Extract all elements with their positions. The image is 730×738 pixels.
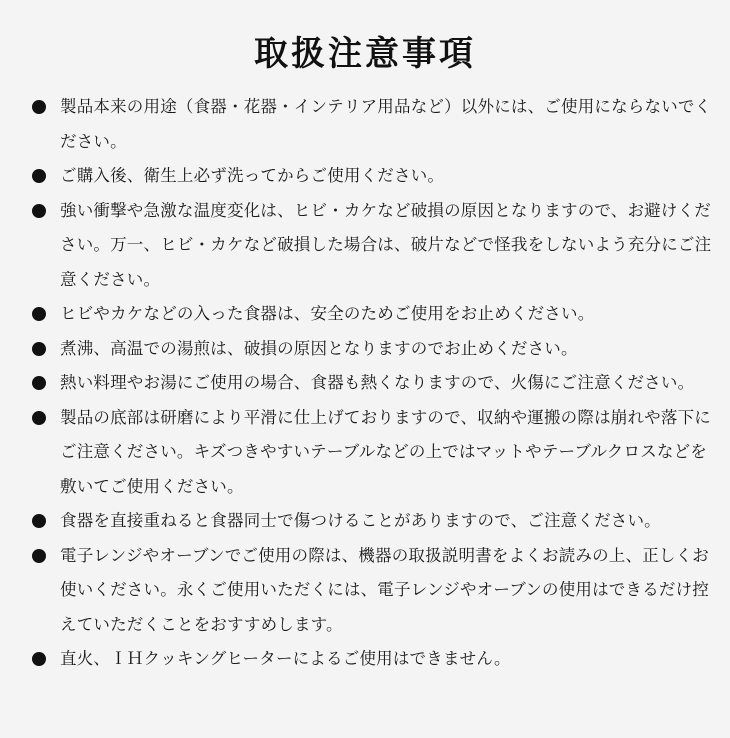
bullet-icon — [32, 307, 46, 321]
caution-item-9 — [28, 539, 716, 643]
caution-text: 製品の底部は研磨により平滑に仕上げておりますので、収納や運搬の際は崩れや落下にご注意ください。キズつきやすいテーブルなどの上ではマットやテーブルクロスなどを敷いてご使用ください。 — [60, 407, 711, 496]
caution-item-2 — [28, 159, 716, 194]
caution-item-8 — [28, 504, 716, 539]
caution-item-4 — [28, 297, 716, 332]
bullet-icon — [32, 169, 46, 183]
caution-item-1 — [28, 90, 716, 159]
caution-text: 電子レンジやオーブンでご使用の際は、機器の取扱説明書をよくお読みの上、正しくお使いください。永くご使用いただくには、電子レンジやオーブンの使用はできるだけ控えていただくことをおすすめします。 — [60, 545, 709, 634]
caution-text: 煮沸、高温での湯煎は、破損の原因となりますのでお止めください。 — [60, 338, 578, 358]
caution-list — [0, 90, 730, 677]
bullet-icon — [32, 514, 46, 528]
caution-text: ご購入後、衛生上必ず洗ってからご使用ください。 — [60, 166, 445, 185]
caution-item-6 — [28, 366, 716, 401]
caution-item-5 — [28, 332, 716, 367]
caution-text: 熱い料理やお湯にご使用の場合、食器も熱くなりますので、火傷にご注意ください。 — [60, 373, 695, 392]
bullet-icon — [32, 100, 46, 114]
caution-item-10 — [28, 642, 716, 677]
bullet-icon — [32, 549, 46, 563]
bullet-icon — [32, 411, 46, 425]
caution-text: 強い衝撃や急激な温度変化は、ヒビ・カケなど破損の原因となりますので、お避けください。万一、ヒビ・カケなど破損した場合は、破片などで怪我をしないよう充分にご注意ください。 — [60, 200, 712, 289]
bullet-icon — [32, 342, 46, 356]
bullet-icon — [32, 376, 46, 390]
caution-item-3 — [28, 194, 716, 298]
caution-text: 直火、ＩＨクッキングヒーターによるご使用はできません。 — [60, 649, 511, 668]
bullet-icon — [32, 652, 46, 666]
bullet-icon — [32, 204, 46, 218]
caution-text: 製品本来の用途（食器・花器・インテリア用品など）以外には、ご使用にならないでください。 — [60, 97, 712, 151]
caution-text: ヒビやカケなどの入った食器は、安全のためご使用をお止めください。 — [60, 304, 595, 323]
caution-item-7 — [28, 401, 716, 505]
page-title: 取扱注意事項 — [254, 34, 476, 74]
caution-text: 食器を直接重ねると食器同士で傷つけることがありますので、ご注意ください。 — [60, 511, 661, 530]
